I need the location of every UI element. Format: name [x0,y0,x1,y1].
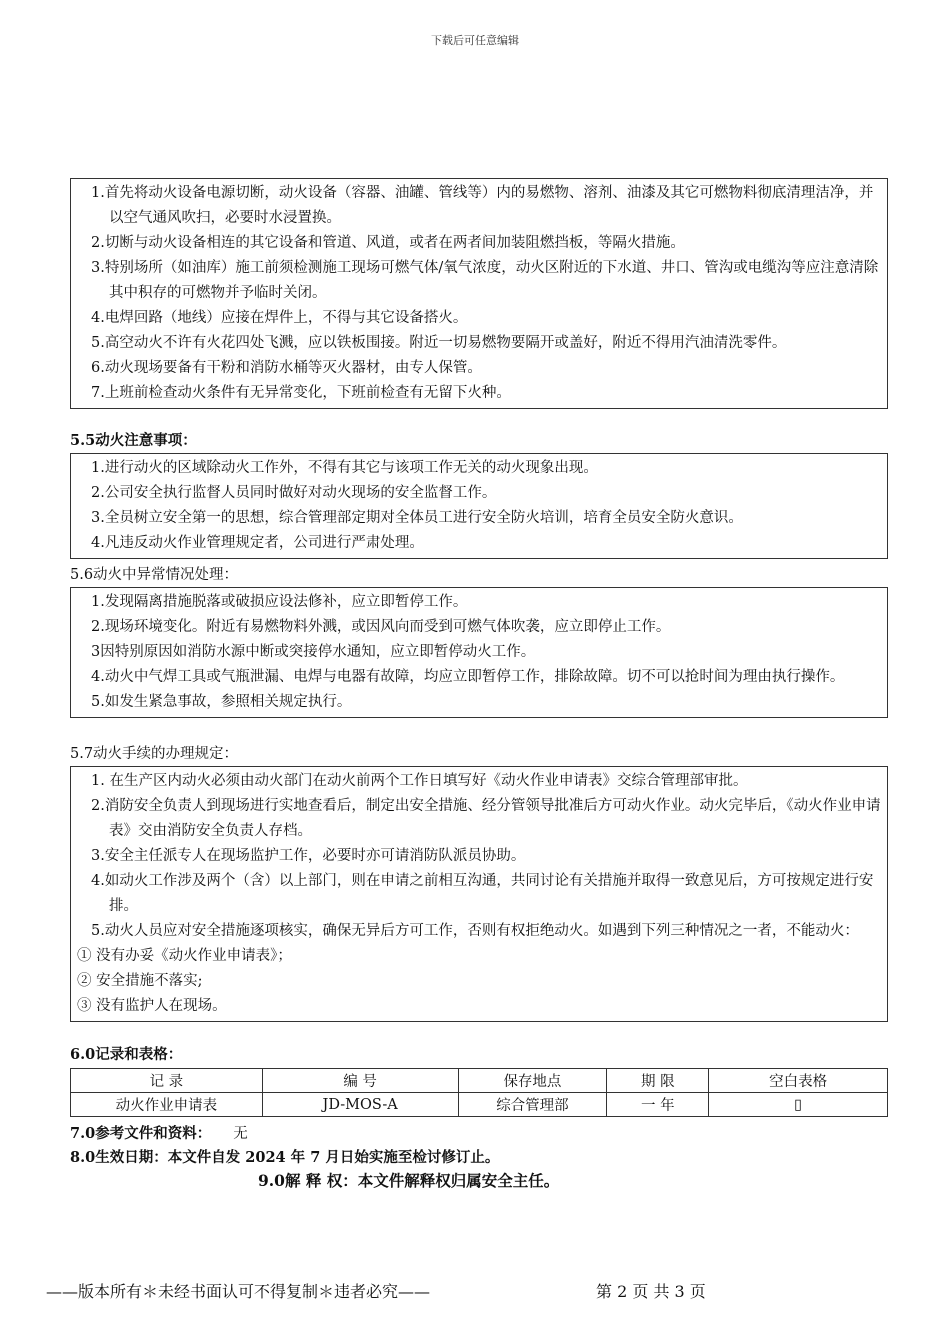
footer-copyright: ——版本所有＊未经书面认可不得复制＊违者必究—— [46,1282,431,1301]
list-item: 6.动火现场要备有干粉和消防水桶等灭火器材，由专人保管。 [91,360,482,376]
list-item: 1. 在生产区内动火必须由动火部门在动火前两个工作日填写好《动火作业申请表》交综合管理部审批。 [91,773,748,789]
list-item: 4.动火中气焊工具或气瓶泄漏、电焊与电器有故障，均应立即暂停工作，排除故障。切不可以抢时间为理由执行操作。 [91,669,845,685]
section-8-0: 8.0生效日期：本文件自发 2024 年 7 月日始实施至检讨修订止。 [70,1149,500,1166]
page-header: 下载后可任意编辑 [431,34,519,47]
list-item: 5.动火人员应对安全措施逐项核实，确保无异后方可工作，否则有权拒绝动火。如遇到下列三种情况之一者，不能动火： [91,923,859,939]
fire-safety-measures-box [70,178,888,409]
sub-item: ③ 没有监护人在现场。 [77,998,227,1014]
section-6-0-title: 6.0记录和表格： [70,1046,183,1063]
list-item: 5.如发生紧急事故，参照相关规定执行。 [91,694,352,710]
table-header: 编 号 [262,1069,458,1093]
list-item: 3.全员树立安全第一的思想，综合管理部定期对全体员工进行安全防火培训，培育全员安全防火意识。 [91,510,743,526]
section-5-5-box [70,453,888,559]
section-5-6-box [70,587,888,718]
table-header: 期 限 [607,1069,709,1093]
table-header: 保存地点 [458,1069,607,1093]
table-cell: JD-MOS-A [262,1093,458,1117]
table-header-row [71,1069,888,1093]
list-item: 5.高空动火不许有火花四处飞溅，应以铁板围接。附近一切易燃物要隔开或盖好，附近不得用汽油清洗零件。 [91,335,787,351]
table-header: 空白表格 [709,1069,888,1093]
section-9-0: 9.0解 释 权：本文件解释权归属安全主任。 [258,1171,560,1190]
table-row [71,1093,888,1117]
table-header: 记 录 [71,1069,263,1093]
sub-item: ① 没有办妥《动火作业申请表》； [77,948,292,964]
table-cell: ▯ [709,1093,888,1117]
section-5-5-title: 5.5动火注意事项： [70,432,197,449]
sub-item: ② 安全措施不落实; [77,973,203,989]
section-7-0-title: 7.0参考文件和资料： [70,1125,212,1142]
list-item: 3因特别原因如消防水源中断或突接停水通知，应立即暂停动火工作。 [91,644,536,660]
section-7-0-value: 无 [233,1126,248,1142]
section-5-7-box [70,766,888,1022]
list-item: 3.安全主任派专人在现场监护工作，必要时亦可请消防队派员协助。 [91,848,526,864]
list-item: 2.切断与动火设备相连的其它设备和管道、风道，或者在两者间加装阻燃挡板，等隔火措施。 [91,235,685,251]
table-cell: 综合管理部 [458,1093,607,1117]
table-cell: 一 年 [607,1093,709,1117]
table-cell: 动火作业申请表 [71,1093,263,1117]
section-5-6-title: 5.6动火中异常情况处理： [70,567,239,583]
list-item: 4.如动火工作涉及两个（含）以上部门，则在申请之前相互沟通，共同讨论有关措施并取得一致意见后，方可按规定进行安排。 [91,873,874,914]
list-item: 1.发现隔离措施脱落或破损应设法修补，应立即暂停工作。 [91,594,468,610]
list-item: 7.上班前检查动火条件有无异常变化，下班前检查有无留下火种。 [91,385,511,401]
list-item: 1.进行动火的区域除动火工作外，不得有其它与该项工作无关的动火现象出现。 [91,460,598,476]
records-table [70,1068,888,1117]
list-item: 2.消防安全负责人到现场进行实地查看后，制定出安全措施、经分管领导批准后方可动火作业。动火完毕后，《动火作业申请表》交由消防安全负责人存档。 [91,798,881,839]
list-item: 4.凡违反动火作业管理规定者，公司进行严肃处理。 [91,535,424,551]
list-item: 3.特别场所（如油库）施工前须检测施工现场可燃气体/氧气浓度，动火区附近的下水道、井口、管沟或电缆沟等应注意清除其中积存的可燃物并予临时关闭。 [91,260,879,301]
section-5-7-title: 5.7动火手续的办理规定： [70,746,239,762]
section-7-0 [70,1123,248,1145]
footer-page-number: 第 2 页 共 3 页 [596,1282,706,1301]
list-item: 1.首先将动火设备电源切断，动火设备（容器、油罐、管线等）内的易燃物、溶剂、油漆及其它可燃物料彻底清理洁净，并以空气通风吹扫，必要时水浸置换。 [91,185,874,226]
list-item: 2.公司安全执行监督人员同时做好对动火现场的安全监督工作。 [91,485,497,501]
list-item: 4.电焊回路（地线）应接在焊件上，不得与其它设备搭火。 [91,310,468,326]
list-item: 2.现场环境变化。附近有易燃物料外溅，或因风向而受到可燃气体吹袭，应立即停止工作。 [91,619,671,635]
